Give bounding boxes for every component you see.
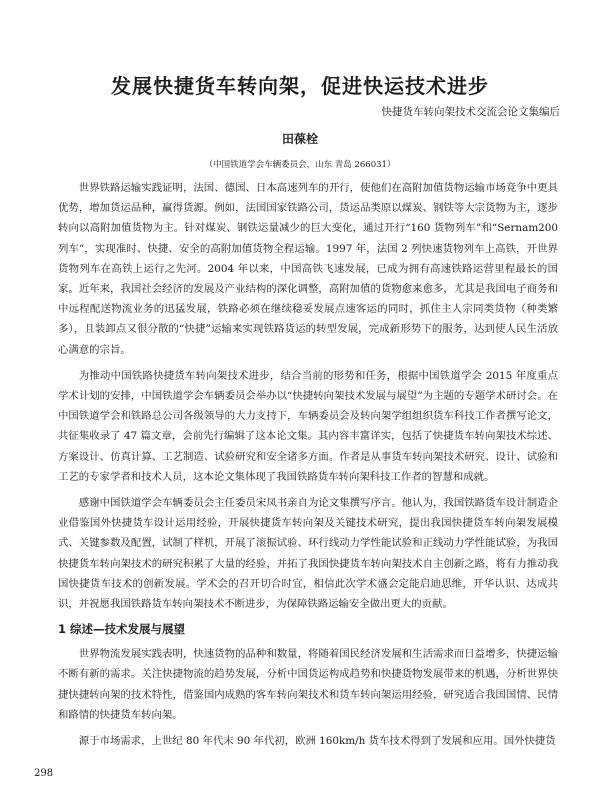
page-number: 298 — [34, 768, 54, 779]
paragraph: 感谢中国铁道学会车辆委员会主任委员宋凤书亲自为论文集撰写序言。他认为，我国铁路货车设计制造企业借鉴国外快捷货车设计运用经验，开展快捷货车转向架及关键技术研究，提出我国快捷货车转向架发展模式、关键参数及配置，试制了样机，开展了滚振试验、环行线动力学性能试验和正线动力学性能试验，为我国快捷货车转向架技术的研究积累了大量的经验，并拓了我国快捷货车转向架技术自主创新之路，将有力推动我国快捷货车技术的创新发展。学术会的召开切合时宜，相信此次学术盛会定能启迪思维，开华认识、达成共识，并祝愿我国铁路货车转向架技术不断进步，为保障铁路运输安全做出更大的贡献。 — [58, 497, 558, 611]
paragraph: 为推动中国铁路快捷货车转向架技术进步，结合当前的形势和任务，根据中国铁道学会 2015 年度重点学术计划的安排，中国铁道学会车辆委员会举办以“快捷转向架技术发展与展望”为主题的专题学术研讨会。在中国铁道学会和铁路总公司各级领导的大力支持下，车辆委员会及转向架学组组织货车科技工作者撰写论文，共征集收录了 47 篇文章，会前先行编辑了这本论文集。其内容丰富详实，包括了快捷货车转向架技术综述、方案设计、仿真计算、工艺制造、试验研究和安全诸多方面。作者是从事货车转向架技术研究、设计、试验和工艺的专家学者和技术人员，这本论文集体现了我国铁路货车转向架科技工作者的智慧和成就。 — [58, 369, 558, 483]
paper-title: 发展快捷货车转向架，促进快运技术进步 — [111, 74, 489, 98]
paper-body — [58, 178, 558, 751]
paper-subtitle: 快捷货车转向架技术交流会论文集编后 — [381, 106, 560, 118]
paragraph: 世界物流发展实践表明，快速货物的品种和数量，将随着国民经济发展和生活需求而日益增多，快捷运输不断有新的需求。关注快捷物流的趋势发展，分析中国货运构成趋势和快捷货物发展带来的机遇，分析世界快捷快捷转向架的技术特性，借鉴国内成熟的客车转向架技术和货车转向架运用经验，研究适合我国国情、民情和路情的快捷货车转向架。 — [58, 648, 558, 721]
paper-author: 田葆栓 — [281, 132, 318, 146]
section-heading: 1 综述—技术发展与展望 — [58, 622, 186, 637]
paragraph: 源于市场需求，上世纪 80 年代末 90 年代初，欧洲 160km/h 货车技术得到了发展和应用。国外快捷货 — [78, 735, 556, 748]
paragraph: 世界铁路运输实践证明，法国、德国、日本高速列车的开行，使他们在高附加值货物运输市场竞争中更具优势，增加货运品种，赢得货源。例如，法国国家铁路公司，货运品类原以煤炭、钢铁等大宗货物为主，逐步转向以高附加值货物为主。针对煤炭、钢铁运量减少的巨大变化，通过开行“160 货物列车”和“Sernam200 列车”，实现准时、快捷、安全的高附加值货物全程运输。1997 年，法国 2 列快速货物列车上高铁，开世界货物列车在高铁上运行之先河。2004 年以来，中国高铁飞速发展，已成为拥有高速铁路运营里程最长的国家。近年来，我国社会经济的发展及产业结构的深化调整，高附加值的货物愈来愈多，尤其是我国电子商务和中远程配送物流业务的迅猛发展，铁路必须在继续稳妥发展点速客运的同时，抓住主人宗同类货物（种类繁多），且装卸点又很分散的“快捷”运输来实现铁路货运的转型发展，完成新形势下的服务，达到使人民生活放心满意的宗旨。 — [58, 182, 558, 356]
paper-affiliation: （中国铁道学会车辆委员会，山东 青岛 266031） — [204, 160, 396, 170]
